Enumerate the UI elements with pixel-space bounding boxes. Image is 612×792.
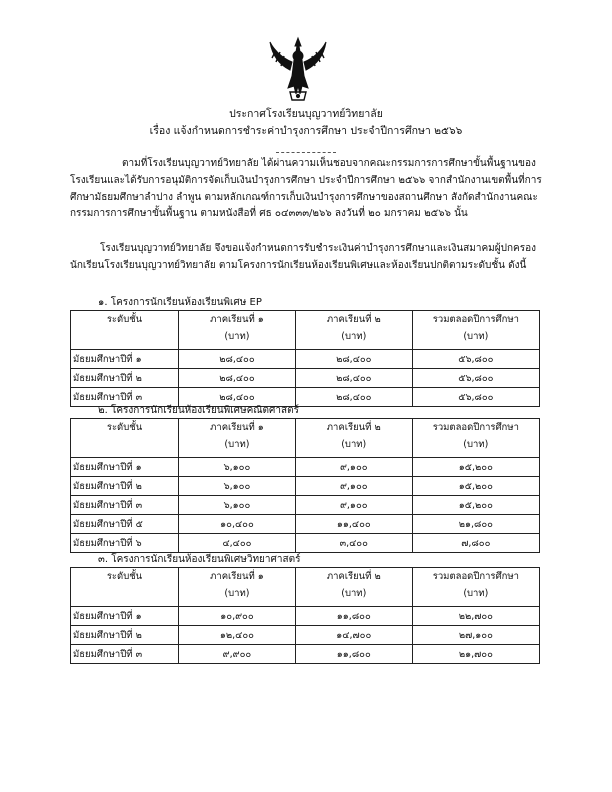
header-term1: ภาคเรียนที่ ๑ (บาท)	[179, 311, 296, 350]
table-row	[71, 607, 540, 626]
cell-total: ๒๑,๘๐๐	[412, 515, 539, 534]
intro-paragraph: ตามที่โรงเรียนบุญวาทย์วิทยาลัย ได้ผ่านความเห็นชอบจากคณะกรรมการการศึกษาขั้นพื้นฐานของโรงเรียนและได้รับการอนุมัติการจัดเก็บเงินบำรุงการศึกษา ประจำปีการศึกษา ๒๕๖๖ จากสำนักงานเขตพื้นที่การศึกษามัธยมศึกษาลำปาง ลำพูน ตามหลักเกณฑ์การเก็บเงินบำรุงการศึกษาของสถานศึกษา สังกัดสำนักงานคณะกรรมการการศึกษาขั้นพื้นฐาน ตามหนังสือที่ ศธ ๐๔๓๓๓/๒๖๖ ลงวันที่ ๒๐ มกราคม ๒๕๖๖ นั้น	[70, 158, 542, 220]
cell-level: มัธยมศึกษาปีที่ ๑	[71, 607, 179, 626]
cell-term1: ๙,๙๐๐	[179, 645, 296, 664]
cell-term2: ๑๑,๔๐๐	[295, 515, 412, 534]
header-level: ระดับชั้น	[71, 419, 179, 458]
table-row	[71, 369, 540, 388]
cell-term2: ๓,๔๐๐	[295, 534, 412, 553]
notice-paragraph: โรงเรียนบุญวาทย์วิทยาลัย จึงขอแจ้งกำหนดการรับชำระเงินค่าบำรุงการศึกษาและเงินสมาคมผู้ปกครองนักเรียนโรงเรียนบุญวาทย์วิทยาลัย ตามโครงการนักเรียนห้องเรียนพิเศษและห้องเรียนปกติตามระดับชั้น ดังนี้	[70, 243, 536, 271]
table-row	[71, 496, 540, 515]
announcement-subject: เรื่อง แจ้งกำหนดการชำระค่าบำรุงการศึกษา ประจำปีการศึกษา ๒๕๖๖	[149, 125, 463, 137]
table-row	[71, 626, 540, 645]
table-row	[71, 477, 540, 496]
cell-level: มัธยมศึกษาปีที่ ๖	[71, 534, 179, 553]
cell-term1: ๖,๑๐๐	[179, 458, 296, 477]
cell-total: ๒๒,๗๐๐	[412, 607, 539, 626]
header-total: รวมตลอดปีการศึกษา (บาท)	[412, 311, 539, 350]
cell-total: ๑๕,๒๐๐	[412, 458, 539, 477]
cell-level: มัธยมศึกษาปีที่ ๑	[71, 350, 179, 369]
fee-table-ep	[70, 310, 540, 407]
fee-table-science	[70, 567, 540, 664]
cell-term2: ๑๑,๘๐๐	[295, 645, 412, 664]
cell-level: มัธยมศึกษาปีที่ ๓	[71, 645, 179, 664]
fee-table-math	[70, 418, 540, 553]
header-term2: ภาคเรียนที่ ๒ (บาท)	[295, 568, 412, 607]
header-total: รวมตลอดปีการศึกษา (บาท)	[412, 568, 539, 607]
table-row	[71, 645, 540, 664]
cell-term1: ๒๘,๔๐๐	[179, 369, 296, 388]
table-row	[71, 350, 540, 369]
cell-level: มัธยมศึกษาปีที่ ๓	[71, 388, 179, 407]
table-row	[71, 534, 540, 553]
cell-level: มัธยมศึกษาปีที่ ๒	[71, 626, 179, 645]
table-row	[71, 458, 540, 477]
cell-total: ๑๕,๒๐๐	[412, 496, 539, 515]
section-title-science: ๓. โครงการนักเรียนห้องเรียนพิเศษวิทยาศาสตร์	[98, 554, 301, 565]
cell-total: ๑๕,๒๐๐	[412, 477, 539, 496]
cell-term1: ๔,๔๐๐	[179, 534, 296, 553]
cell-term1: ๒๘,๔๐๐	[179, 388, 296, 407]
cell-level: มัธยมศึกษาปีที่ ๓	[71, 496, 179, 515]
cell-total: ๒๗,๑๐๐	[412, 626, 539, 645]
cell-term2: ๑๑,๘๐๐	[295, 607, 412, 626]
header-term2: ภาคเรียนที่ ๒ (บาท)	[295, 311, 412, 350]
header-level: ระดับชั้น	[71, 311, 179, 350]
cell-term2: ๙,๑๐๐	[295, 458, 412, 477]
header-term2: ภาคเรียนที่ ๒ (บาท)	[295, 419, 412, 458]
cell-level: มัธยมศึกษาปีที่ ๑	[71, 458, 179, 477]
cell-term1: ๑๐,๔๐๐	[179, 515, 296, 534]
header-total: รวมตลอดปีการศึกษา (บาท)	[412, 419, 539, 458]
cell-total: ๕๖,๘๐๐	[412, 350, 539, 369]
table-header-row	[71, 419, 540, 458]
cell-total: ๕๖,๘๐๐	[412, 388, 539, 407]
cell-term1: ๑๒,๔๐๐	[179, 626, 296, 645]
cell-term1: ๑๐,๙๐๐	[179, 607, 296, 626]
header-level: ระดับชั้น	[71, 568, 179, 607]
header-term1: ภาคเรียนที่ ๑ (บาท)	[179, 419, 296, 458]
announcement-title: ประกาศโรงเรียนบุญวาทย์วิทยาลัย	[229, 108, 383, 120]
cell-level: มัธยมศึกษาปีที่ ๒	[71, 477, 179, 496]
cell-term2: ๒๘,๔๐๐	[295, 369, 412, 388]
cell-level: มัธยมศึกษาปีที่ ๒	[71, 369, 179, 388]
table-header-row	[71, 311, 540, 350]
cell-total: ๒๑,๗๐๐	[412, 645, 539, 664]
cell-term2: ๒๘,๔๐๐	[295, 388, 412, 407]
cell-total: ๗,๘๐๐	[412, 534, 539, 553]
cell-term2: ๙,๑๐๐	[295, 477, 412, 496]
title-divider	[276, 152, 336, 153]
table-header-row	[71, 568, 540, 607]
cell-total: ๕๖,๘๐๐	[412, 369, 539, 388]
section-title-math: ๒. โครงการนักเรียนห้องเรียนพิเศษคณิตศาสตร์	[98, 405, 299, 416]
cell-term1: ๖,๑๐๐	[179, 477, 296, 496]
table-row	[71, 515, 540, 534]
garuda-emblem-icon	[268, 36, 328, 102]
cell-term2: ๑๔,๗๐๐	[295, 626, 412, 645]
cell-term1: ๖,๑๐๐	[179, 496, 296, 515]
section-title-ep: ๑. โครงการนักเรียนห้องเรียนพิเศษ EP	[98, 297, 262, 308]
header-term1: ภาคเรียนที่ ๑ (บาท)	[179, 568, 296, 607]
cell-level: มัธยมศึกษาปีที่ ๕	[71, 515, 179, 534]
cell-term2: ๙,๑๐๐	[295, 496, 412, 515]
cell-term1: ๒๘,๔๐๐	[179, 350, 296, 369]
cell-term2: ๒๘,๔๐๐	[295, 350, 412, 369]
